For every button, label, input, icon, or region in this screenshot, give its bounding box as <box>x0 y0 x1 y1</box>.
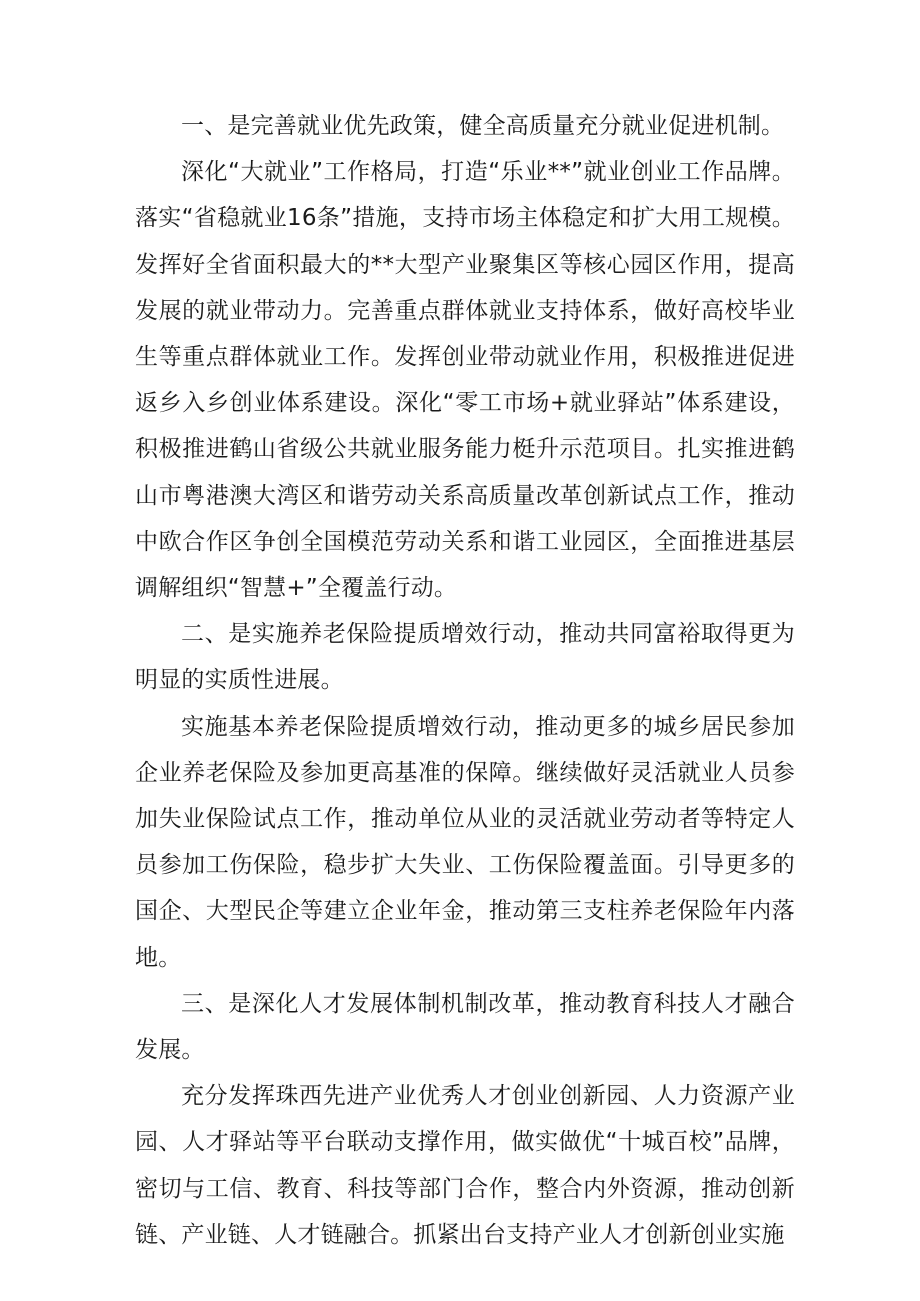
section-heading-3: 三、是深化人才发展体制机制改革，推动教育科技人才融合发展。 <box>135 990 795 1064</box>
section-body-3: 充分发挥珠西先进产业优秀人才创业创新园、人力资源产业园、人才驿站等平台联动支撑作用，做实做优“十城百校”品牌，密切与工信、教育、科技等部门合作，整合内外资源，推动创新链、产业链、人才链融合。抓紧出台支持产业人才创新创业实施 <box>135 1083 795 1248</box>
section-heading-2: 二、是实施养老保险提质增效行动，推动共同富裕取得更为明显的实质性进展。 <box>135 621 795 694</box>
section-body-2: 实施基本养老保险提质增效行动，推动更多的城乡居民参加企业养老保险及参加更高基准的保障。继续做好灵活就业人员参加失业保险试点工作，推动单位从业的灵活就业劳动者等特定人员参加工伤保险，稳步扩大失业、工伤保险覆盖面。引导更多的国企、大型民企等建立企业年金，推动第三支柱养老保险年内落地。 <box>135 713 795 971</box>
section-heading-1: 一、是完善就业优先政策，健全高质量充分就业促进机制。 <box>181 113 785 139</box>
section-body-1: 深化“大就业”工作格局，打造“乐业**”就业创业工作品牌。落实“省稳就业16条”措施，支持市场主体稳定和扩大用工规模。发挥好全省面积最大的**大型产业聚集区等核心园区作用，提高发展的就业带动力。完善重点群体就业支持体系，做好高校毕业生等重点群体就业工作。发挥创业带动就业作用，积极推进促进返乡入乡创业体系建设。深化“零工市场+就业驿站”体系建设，积极推进鹤山省级公共就业服务能力梃升示范项目。扎实推进鹤山市粤港澳大湾区和谐劳动关系高质量改革创新试点工作，推动中欧合作区争创全国模范劳动关系和谐工业园区，全面推进基层调解组织“智慧+”全覆盖行动。 <box>135 159 795 602</box>
document-body <box>135 103 795 1258</box>
